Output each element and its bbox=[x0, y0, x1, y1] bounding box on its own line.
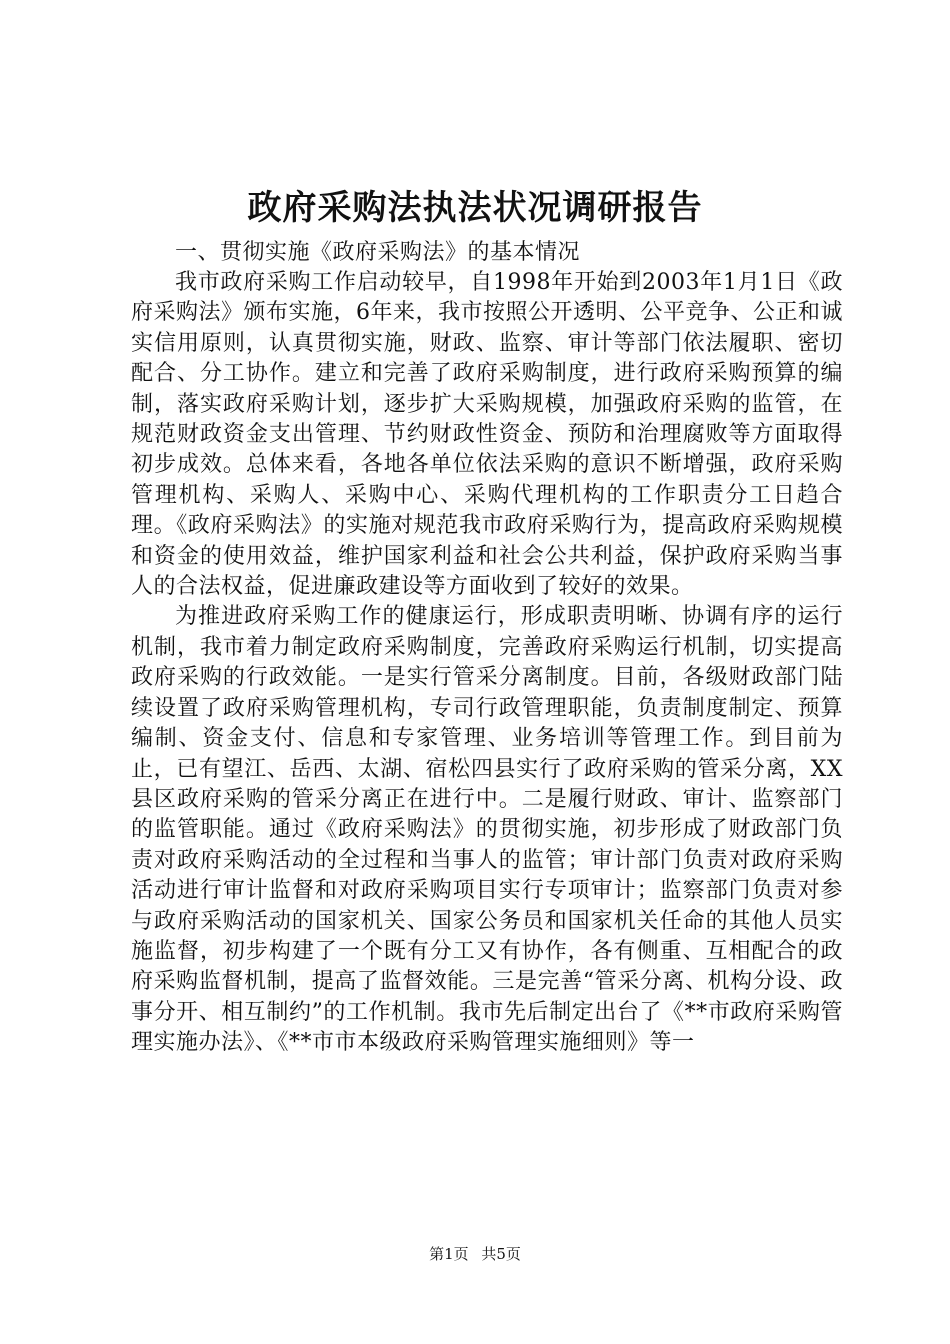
paragraph-2: 为推进政府采购工作的健康运行，形成职责明晰、协调有序的运行机制，我市着力制定政府采购制度，完善政府采购运行机制，切实提高政府采购的行政效能。一是实行管采分离制度。目前，各级财政部门陆续设置了政府采购管理机构，专司行政管理职能，负责制度制定、预算编制、资金支付、信息和专家管理、业务培训等管理工作。到目前为止，已有望江、岳西、太湖、宿松四县实行了政府采购的管采分离，XX县区政府采购的管采分离正在进行中。二是履行财政、审计、监察部门的监管职能。通过《政府采购法》的贯彻实施，初步形成了财政部门负责对政府采购活动的全过程和当事人的监管；审计部门负责对政府采购活动进行审计监督和对政府采购项目实行专项审计；监察部门负责对参与政府采购活动的国家机关、国家公务员和国家机关任命的其他人员实施监督，初步构建了一个既有分工又有协作，各有侧重、互相配合的政府采购监督机制，提高了监督效能。三是完善“管采分离、机构分设、政事分开、相互制约”的工作机制。我市先后制定出台了《**市政府采购管理实施办法》、《**市市本级政府采购管理实施细则》等一 bbox=[131, 604, 843, 1056]
section-heading: 一、贯彻实施《政府采购法》的基本情况 bbox=[175, 240, 581, 265]
page-number-current: 第1页 bbox=[429, 1245, 469, 1263]
page-number-total: 共5页 bbox=[481, 1245, 521, 1263]
document-title: 政府采购法执法状况调研报告 bbox=[247, 188, 703, 228]
page-footer bbox=[0, 1244, 950, 1264]
document-body bbox=[131, 238, 843, 1059]
paragraph-1: 我市政府采购工作启动较早，自1998年开始到2003年1月1日《政府采购法》颁布实施，6年来，我市按照公开透明、公平竞争、公正和诚实信用原则，认真贯彻实施，财政、监察、审计等部门依法履职、密切配合、分工协作。建立和完善了政府采购制度，进行政府采购预算的编制，落实政府采购计划，逐步扩大采购规模，加强政府采购的监管，在规范财政资金支出管理、节约财政性资金、预防和治理腐败等方面取得初步成效。总体来看，各地各单位依法采购的意识不断增强，政府采购管理机构、采购人、采购中心、采购代理机构的工作职责分工日趋合理。《政府采购法》的实施对规范我市政府采购行为，提高政府采购规模和资金的使用效益，维护国家利益和社会公共利益，保护政府采购当事人的合法权益，促进廉政建设等方面收到了较好的效果。 bbox=[131, 270, 843, 600]
